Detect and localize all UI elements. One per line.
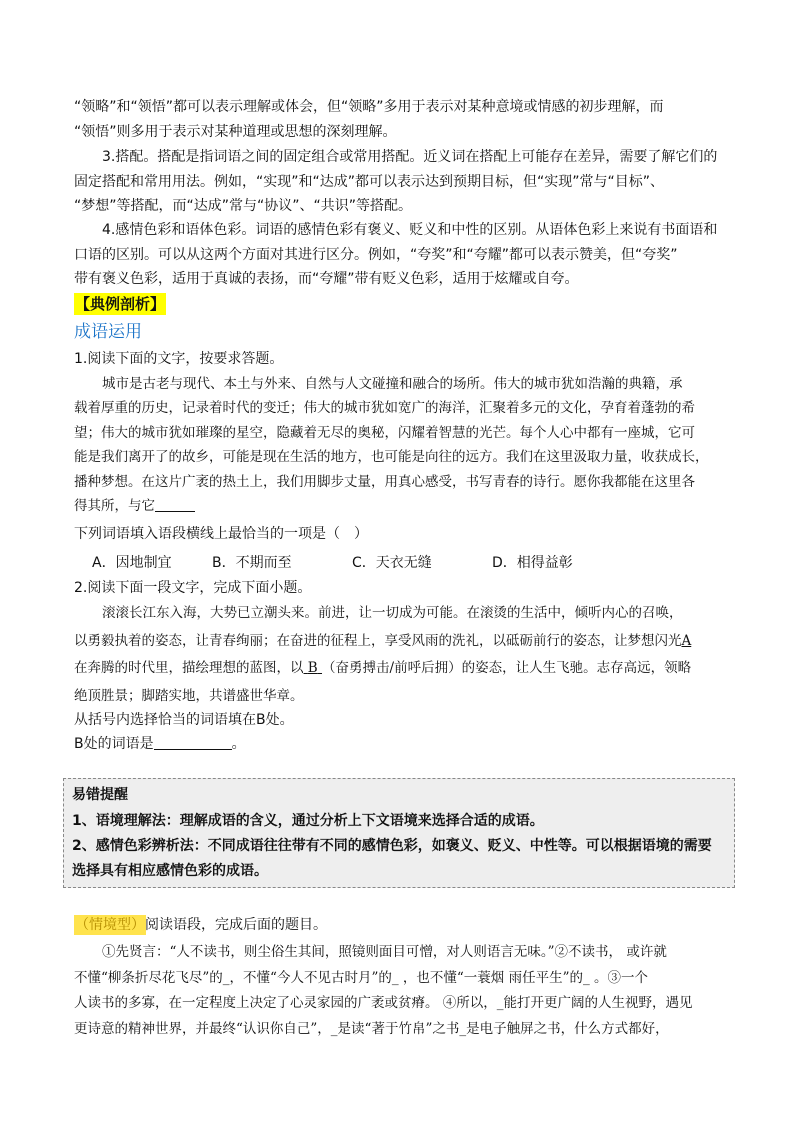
text-line: 4.感情色彩和语体色彩。词语的感情色彩有褒义、贬义和中性的区别。从语体色彩上来说有书面语和	[102, 222, 718, 238]
tip-item: 选择具有相应感情色彩的成语。	[72, 863, 268, 879]
text-line: 城市是古老与现代、本土与外来、自然与人文碰撞和融合的场所。伟大的城市犹如浩瀚的典籍，承	[102, 376, 683, 392]
text-line: 人读书的多寡，在一定程度上决定了心灵家园的广袤或贫瘠。 ④所以，_能打开更广阔的人生视野，遇见	[74, 995, 693, 1011]
tip-item: 2、感情色彩辨析法：不同成语往往带有不同的感情色彩，如褒义、贬义、中性等。可以根据语境的需要	[72, 838, 712, 854]
text-line: 绝顶胜景；脚踏实地，共谱盛世华章。	[74, 687, 304, 704]
text-line: 不懂“柳条折尽花飞尽”的_，不懂“今人不见古时月”的_ ，也不懂“一蓑烟 雨任平生”的_ 。③一个	[74, 969, 649, 986]
option-d[interactable]: D．相得益彰	[492, 555, 573, 571]
text-line: 以勇毅执着的姿态，让青春绚丽；在奋进的征程上，享受风雨的洗礼，以砥砺前行的姿态，让梦想闪光A	[74, 632, 692, 649]
answer-blank	[155, 497, 195, 512]
q2-prompt: 2.阅读下面一段文字，完成下面小题。	[74, 580, 312, 596]
text-line: 在奔腾的时代里，描绘理想的蓝图，以 B （奋勇搏击/前呼后拥）的姿态，让人生飞驰。志存高远，领略	[74, 660, 692, 676]
text-line: 更诗意的精神世界，并最终“认识你自己”，_是读“著于竹帛”之书_是电子触屏之书，什么方式都好，	[74, 1020, 669, 1037]
q1-prompt: 1.阅读下面的文字，按要求答题。	[74, 351, 284, 367]
q3-passage	[74, 940, 724, 1042]
q2-instruction: 从括号内选择恰当的词语填在B处。	[74, 712, 294, 728]
q2-passage	[74, 600, 724, 710]
text-line: 3.搭配。搭配是指词语之间的固定组合或常用搭配。近义词在搭配上可能存在差异，需要了解它们的	[102, 149, 718, 165]
text-line: 能是我们离开了的故乡，可能是现在生活的地方，也可能是向往的远方。我们在这里汲取力量，收获成长，	[74, 449, 709, 466]
option-a[interactable]: A．因地制宜	[92, 555, 172, 571]
intro-paragraph	[74, 95, 724, 144]
text-line: 带有褒义色彩，适用于真诚的表扬，而“夸耀”带有贬义色彩，适用于炫耀或自夸。	[74, 271, 579, 287]
q1-question: 下列词语填入语段横线上最恰当的一项是（ ）	[74, 526, 368, 542]
text-line: “领悟”则多用于表示对某种道理或思想的深刻理解。	[74, 123, 397, 140]
text-line: 滚滚长江东入海，大势已立潮头来。前进，让一切成为可能。在滚烫的生活中，倾听内心的召唤，	[102, 605, 683, 621]
scenario-tag: （情境型）	[75, 917, 145, 933]
text-line: 载着厚重的历史，记录着时代的变迁；伟大的城市犹如宽广的海洋，汇聚着多元的文化，孕育着蓬勃的希	[74, 400, 695, 417]
text-line: 固定搭配和常用用法。例如，“实现”和“达成”都可以表示达到预期目标，但“实现”常与“目标”、	[74, 173, 665, 190]
text-line: “梦想”等搭配，而“达成”常与“协议”、“共识”等搭配。	[74, 198, 413, 214]
q1-passage	[74, 372, 724, 518]
tip-item: 1、语境理解法：理解成语的含义，通过分析上下文语境来选择合适的成语。	[72, 813, 544, 829]
text-line: “领略”和“领悟”都可以表示理解或体会，但“领略”多用于表示对某种意境或情感的初步理解，而	[74, 99, 664, 115]
tips-title: 易错提醒	[72, 787, 128, 803]
q2-answer-line: B处的词语是 。	[74, 736, 246, 752]
q3-prompt: 阅读语段，完成后面的题目。	[145, 917, 327, 933]
answer-blank[interactable]	[154, 735, 232, 750]
section-label: 【典例剖析】	[75, 295, 166, 313]
text-line: 望；伟大的城市犹如璀璨的星空，隐藏着无尽的奥秘，闪耀着智慧的光芒。每个人心中都有一座城，它可	[74, 424, 695, 441]
blank-b: B	[307, 660, 318, 676]
point-3-paragraph	[74, 145, 724, 219]
section-title: 成语运用	[74, 322, 142, 342]
option-b[interactable]: B．不期而至	[212, 555, 292, 571]
blank-a: A	[681, 632, 692, 649]
point-4-paragraph	[74, 218, 724, 292]
text-line: ①先贤言：“人不读书，则尘俗生其间，照镜则面目可憎，对人则语言无味。”②不读书， 或许就	[102, 944, 667, 960]
text-line: 播种梦想。在这片广袤的热土上，我们用脚步丈量，用真心感受，书写青春的诗行。愿你我都能在这里各	[74, 473, 695, 490]
text-line: 口语的区别。可以从这两个方面对其进行区分。例如，“夸奖”和“夸耀”都可以表示赞美，但“夸奖”	[74, 246, 678, 263]
option-c[interactable]: C．天衣无缝	[352, 555, 432, 571]
text-line: 得其所，与它	[74, 494, 724, 518]
error-tips-box	[63, 778, 735, 888]
